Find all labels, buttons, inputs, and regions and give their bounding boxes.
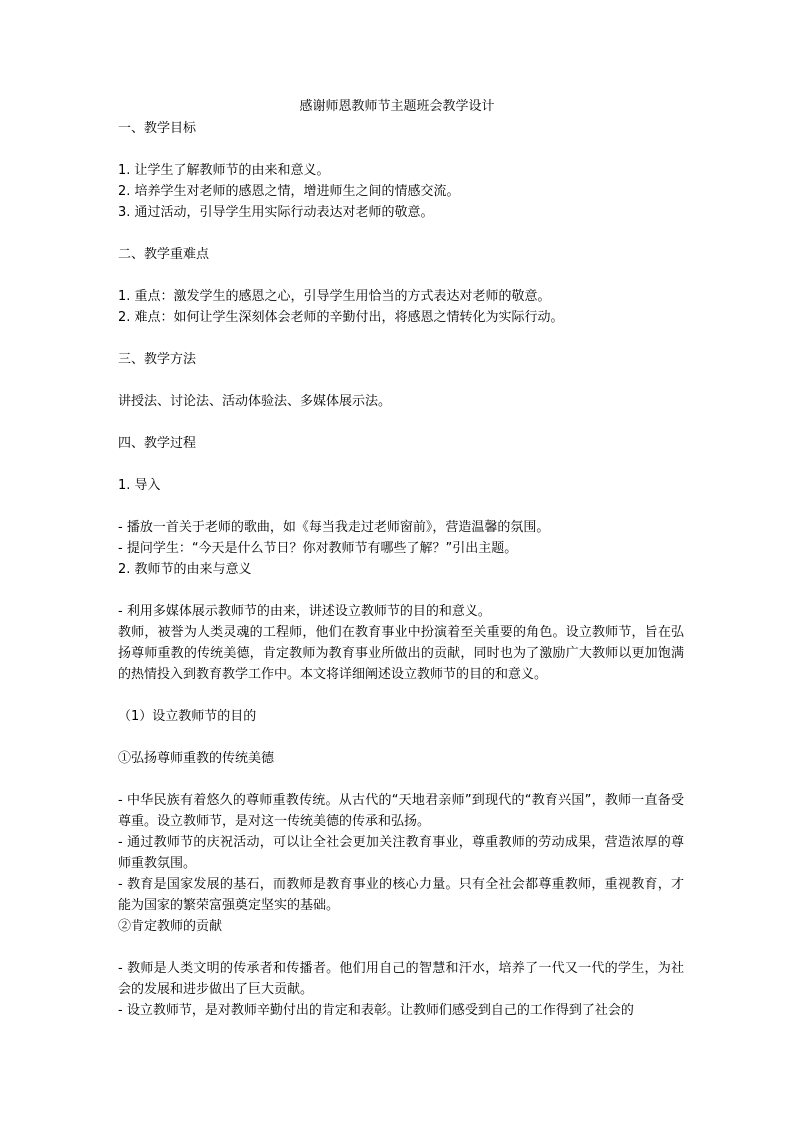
key-point-item: 1. 重点：激发学生的感恩之心，引导学生用恰当的方式表达对老师的敬意。 [118,289,551,304]
step-item: - 播放一首关于老师的歌曲，如《每当我走过老师窗前》，营造温馨的氛围。 [118,520,550,535]
point-heading-contribution: ②肯定教师的贡献 [118,919,223,934]
key-point-item: 2. 难点：如何让学生深刻体会老师的辛勤付出，将感恩之情转化为实际行动。 [118,310,564,325]
methods-text: 讲授法、讨论法、活动体验法、多媒体展示法。 [118,394,392,409]
point-item: - 中华民族有着悠久的尊师重教传统。从古代的“天地君亲师”到现代的“教育兴国”，教师一直备受尊重。设立教师节，是对这一传统美德的传承和弘扬。 [118,793,684,829]
step-item: - 提问学生：“今天是什么节日？你对教师节有哪些了解？”引出主题。 [118,541,518,556]
section-heading-methods: 三、教学方法 [118,352,197,367]
section-heading-objectives: 一、教学目标 [118,121,197,136]
step-heading-origin: 2. 教师节的由来与意义 [118,562,252,577]
step-heading-intro: 1. 导入 [118,478,161,493]
objective-item: 2. 培养学生对老师的感恩之情，增进师生之间的情感交流。 [118,184,460,199]
point-item: - 教育是国家发展的基石，而教师是教育事业的核心力量。只有全社会都尊重教师，重视教育，才能为国家的繁荣富强奠定坚实的基础。 [118,877,684,913]
document-title: 感谢师恩教师节主题班会教学设计 [299,99,495,114]
subsection-heading-purpose: （1）设立教师节的目的 [118,709,257,724]
section-heading-key-points: 二、教学重难点 [118,247,210,262]
section-heading-process: 四、教学过程 [118,436,197,451]
document-body [118,118,684,1021]
step-item: - 利用多媒体展示教师节的由来，讲述设立教师节的目的和意义。 [118,604,491,619]
objective-item: 3. 通过活动，引导学生用实际行动表达对老师的敬意。 [118,205,434,220]
point-item: - 设立教师节，是对教师辛勤付出的肯定和表彰。让教师们感受到自己的工作得到了社会的 [118,1003,634,1018]
point-item: - 教师是人类文明的传承者和传播者。他们用自己的智慧和汗水，培养了一代又一代的学生，为社会的发展和进步做出了巨大贡献。 [118,961,684,997]
point-item: - 通过教师节的庆祝活动，可以让全社会更加关注教育事业，尊重教师的劳动成果，营造浓厚的尊师重教氛围。 [118,835,684,871]
objective-item: 1. 让学生了解教师节的由来和意义。 [118,163,330,178]
intro-paragraph: 教师，被誉为人类灵魂的工程师，他们在教育事业中扮演着至关重要的角色。设立教师节，旨在弘扬尊师重教的传统美德，肯定教师为教育事业所做出的贡献，同时也为了激励广大教师以更加饱满的热情投入到教育教学工作中。本文将详细阐述设立教师节的目的和意义。 [118,625,684,682]
point-heading-tradition: ①弘扬尊师重教的传统美德 [118,751,275,766]
